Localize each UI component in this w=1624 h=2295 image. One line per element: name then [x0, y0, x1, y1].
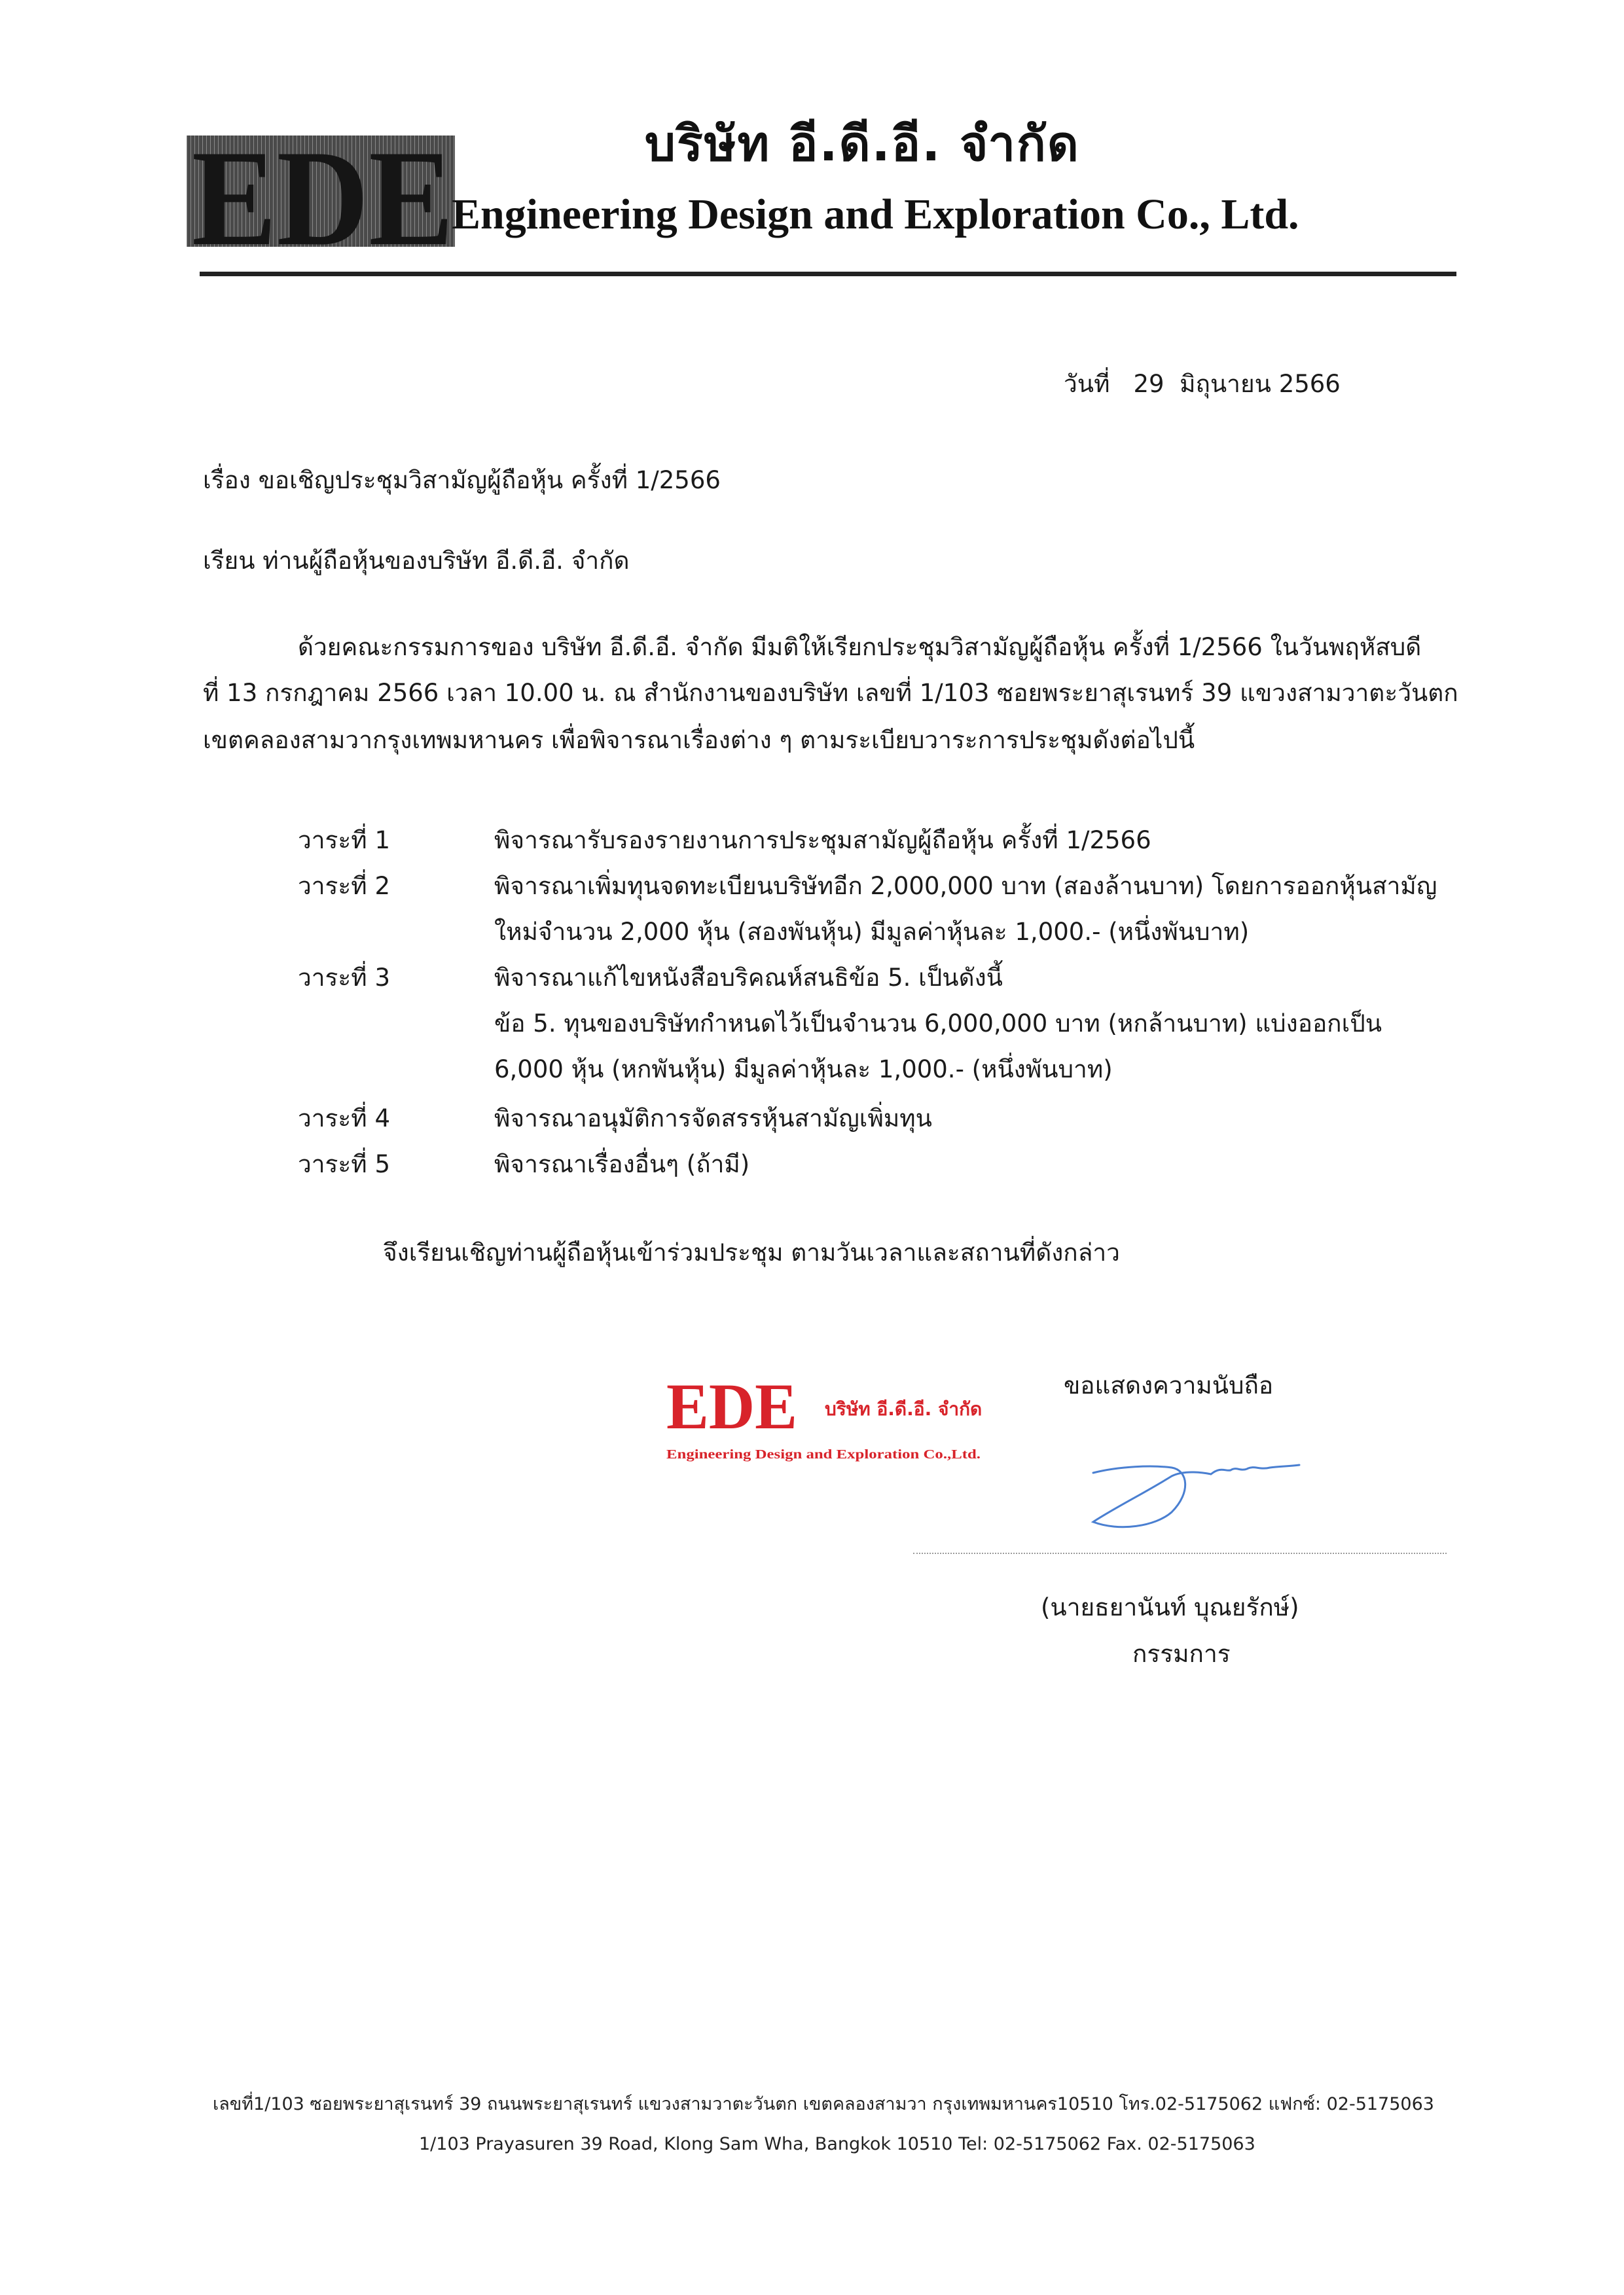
agenda-item-text: พิจารณาแก้ไขหนังสือบริคณห์สนธิข้อ 5. เป็นดังนี้ [494, 964, 1003, 992]
agenda-label: วาระที่ 4 [298, 1104, 390, 1132]
stamp-company-english: Engineering Design and Exploration Co.,Ltd. [666, 1447, 981, 1462]
company-stamp [661, 1368, 988, 1479]
date-day: 29 [1133, 370, 1164, 398]
agenda-item-text: ใหม่จำนวน 2,000 หุ้น (สองพันหุ้น) มีมูลค่าหุ้นละ 1,000.- (หนึ่งพันบาท) [494, 918, 1250, 946]
intro-line: เขตคลองสามวากรุงเทพมหานคร เพื่อพิจารณาเรื่องต่าง ๆ ตามระเบียบวาระการประชุมดังต่อไปนี้ [203, 726, 1195, 754]
intro-line: ที่ 13 กรกฎาคม 2566 เวลา 10.00 น. ณ สำนักงานของบริษัท เลขที่ 1/103 ซอยพระยาสุเรนทร์ 39 แขวงสามวาตะวันตก [203, 679, 1458, 707]
agenda-item-text: พิจารณาเพิ่มทุนจดทะเบียนบริษัทอีก 2,000,000 บาท (สองล้านบาท) โดยการออกหุ้นสามัญ [494, 872, 1437, 900]
intro-line: ด้วยคณะกรรมการของ บริษัท อี.ดี.อี. จำกัด มีมติให้เรียกประชุมวิสามัญผู้ถือหุ้น ครั้งที่ 1/2566 ในวันพฤหัสบดี [298, 633, 1422, 661]
header-divider [200, 272, 1456, 276]
agenda-label: วาระที่ 3 [298, 964, 390, 992]
closing-phrase: ขอแสดงความนับถือ [1064, 1371, 1274, 1400]
agenda-label: วาระที่ 2 [298, 872, 390, 900]
company-name-thai: บริษัท อี.ดี.อี. จำกัด [645, 116, 1080, 172]
date-label: วันที่ [1064, 370, 1110, 398]
stamp-company-thai: บริษัท อี.ดี.อี. จำกัด [825, 1398, 983, 1420]
signer-title: กรรมการ [1132, 1640, 1231, 1668]
footer-address-thai: เลขที่1/103 ซอยพระยาสุเรนทร์ 39 ถนนพระยาสุเรนทร์ แขวงสามวาตะวันตก เขตคลองสามวา กรุงเทพมหานคร10510 โทร.02-5175062 แฟกซ์: 02-5175063 [213, 2094, 1434, 2114]
handwritten-signature [1074, 1447, 1322, 1545]
signer-name: (นายธยานันท์ บุณยรักษ์) [1041, 1593, 1299, 1621]
agenda-item-text: ข้อ 5. ทุนของบริษัทกำหนดไว้เป็นจำนวน 6,000,000 บาท (หกล้านบาท) แบ่งออกเป็น [494, 1009, 1382, 1038]
logo-lettering: EDE [192, 128, 454, 255]
letter-subject: เรื่อง ขอเชิญประชุมวิสามัญผู้ถือหุ้น ครั้งที่ 1/2566 [203, 466, 721, 494]
agenda-item-text: พิจารณาเรื่องอื่นๆ (ถ้ามี) [494, 1150, 750, 1178]
agenda-item-text: 6,000 หุ้น (หกพันหุ้น) มีมูลค่าหุ้นละ 1,000.- (หนึ่งพันบาท) [494, 1055, 1113, 1083]
date-month-year: มิถุนายน 2566 [1180, 370, 1341, 398]
letter-date [1064, 372, 1341, 396]
agenda-item-text: พิจารณารับรองรายงานการประชุมสามัญผู้ถือหุ้น ครั้งที่ 1/2566 [494, 826, 1151, 854]
company-name-english: Engineering Design and Exploration Co., Ltd. [452, 190, 1299, 238]
signature-line [913, 1553, 1447, 1554]
footer-address-english: 1/103 Prayasuren 39 Road, Klong Sam Wha, Bangkok 10510 Tel: 02-5175062 Fax. 02-5175063 [419, 2134, 1255, 2154]
letter-salutation: เรียน ท่านผู้ถือหุ้นของบริษัท อี.ดี.อี. จำกัด [203, 547, 630, 575]
invitation-text: จึงเรียนเชิญท่านผู้ถือหุ้นเข้าร่วมประชุม ตามวันเวลาและสถานที่ดังกล่าว [383, 1238, 1120, 1267]
stamp-logo-lettering: EDE [666, 1370, 797, 1443]
agenda-item-text: พิจารณาอนุมัติการจัดสรรหุ้นสามัญเพิ่มทุน [494, 1104, 932, 1132]
company-logo [187, 128, 458, 255]
agenda-label: วาระที่ 1 [298, 826, 390, 854]
agenda-label: วาระที่ 5 [298, 1150, 390, 1178]
